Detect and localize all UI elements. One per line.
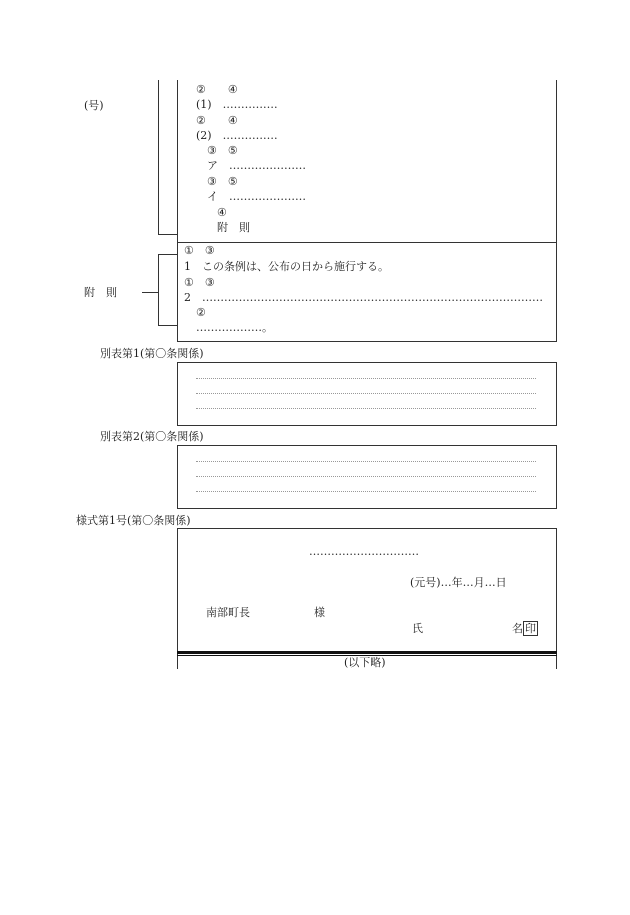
main-frame-left	[177, 80, 178, 342]
main-line: ③ ⑤	[207, 175, 238, 188]
main-line: イ …………………	[207, 190, 306, 203]
main-frame-right	[556, 80, 557, 342]
yoshiki-mei: 名	[512, 622, 523, 635]
yoshiki-thick-rule	[177, 651, 557, 654]
beppyo-1-table	[177, 362, 557, 426]
yoshiki-date: (元号)…年…月…日	[410, 576, 507, 589]
main-line: ② ④	[196, 114, 238, 127]
yoshiki-addressee: 南部町長	[206, 606, 250, 619]
beppyo-2-dotline	[196, 491, 536, 492]
main-line: ④	[217, 206, 227, 219]
main-line: ② ④	[196, 83, 238, 96]
beppyo-1-dotline	[196, 378, 536, 379]
yoshiki-mei-seal	[512, 622, 538, 636]
beppyo-2-dotline	[196, 461, 536, 462]
bracket-gou-bottom	[158, 234, 178, 235]
main-line: (1) ……………	[196, 98, 278, 111]
bracket-fusoku-bottom	[158, 325, 178, 326]
beppyo-2-dotline	[196, 476, 536, 477]
yoshiki-shi: 氏	[412, 622, 423, 635]
fusoku-line: ① ③	[184, 244, 215, 257]
yoshiki-sama: 様	[314, 606, 325, 619]
beppyo-1-dotline	[196, 408, 536, 409]
bracket-gou-vertical	[158, 80, 159, 235]
fusoku-line: 2 …………………………………………………………………………………	[184, 291, 543, 304]
seal-icon: 印	[525, 622, 536, 635]
yoshiki-subject-dots: …………………………	[309, 545, 419, 558]
beppyo-1-title: 別表第1(第〇条関係)	[100, 347, 204, 360]
fusoku-line: ………………。	[196, 321, 273, 334]
main-frame-divider	[177, 242, 557, 243]
main-line: ③ ⑤	[207, 144, 238, 157]
beppyo-2-table	[177, 445, 557, 509]
beppyo-2-title: 別表第2(第〇条関係)	[100, 430, 204, 443]
main-line: (2) ……………	[196, 129, 278, 142]
bracket-fusoku-connector	[142, 292, 159, 293]
fusoku-left-label: 附 則	[84, 286, 117, 299]
bracket-fusoku-top	[158, 254, 178, 255]
fusoku-line: ②	[196, 306, 206, 319]
yoshiki-title: 様式第1号(第〇条関係)	[76, 514, 191, 527]
fusoku-line: 1 この条例は、公布の日から施行する。	[184, 260, 389, 273]
gou-label: (号)	[84, 99, 104, 112]
main-frame-bottom	[177, 341, 557, 342]
fusoku-line: ① ③	[184, 276, 215, 289]
yoshiki-frame-left	[177, 528, 178, 669]
yoshiki-frame-right	[556, 528, 557, 669]
yoshiki-frame-top	[177, 528, 557, 529]
bracket-fusoku-vertical	[158, 254, 159, 326]
main-line: 附 則	[217, 221, 250, 234]
yoshiki-omitted: (以下略)	[344, 656, 386, 669]
beppyo-1-dotline	[196, 393, 536, 394]
main-line: ア …………………	[207, 159, 306, 172]
